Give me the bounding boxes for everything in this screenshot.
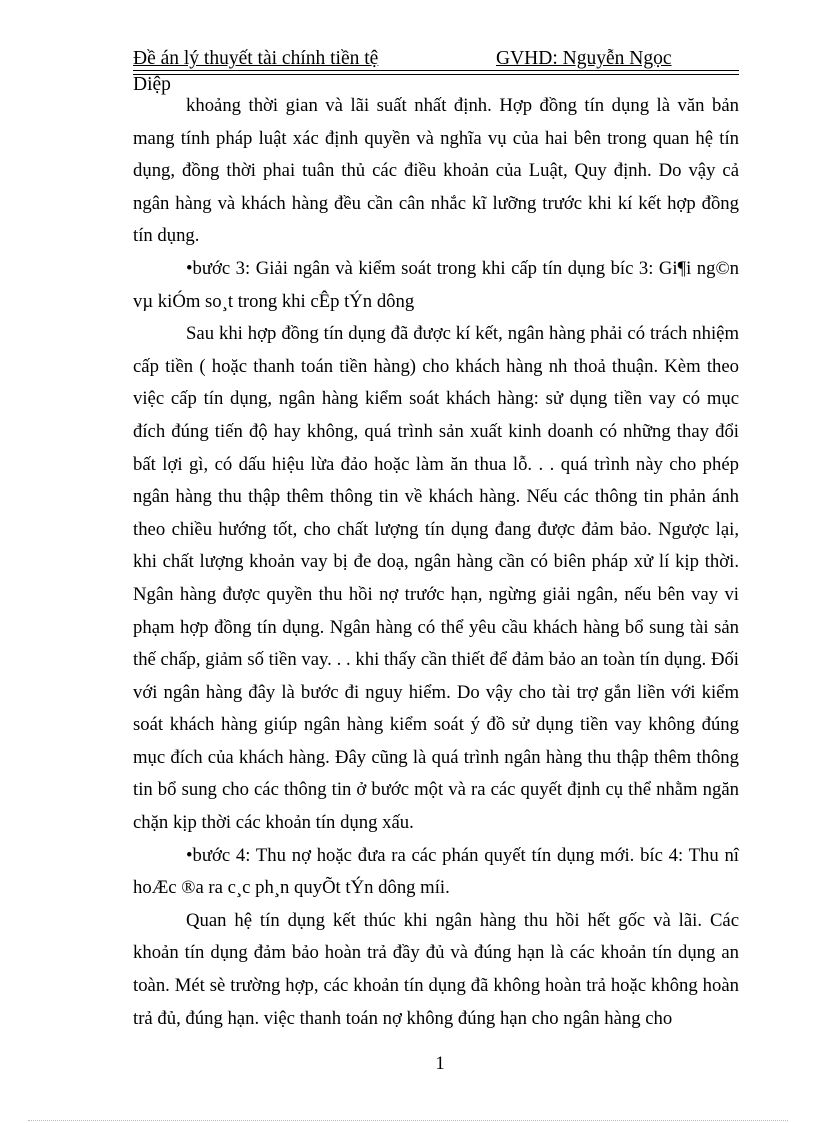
step-4-heading: •bước 4: Thu nợ hoặc đưa ra các phán quyết tín dụng mới. bíc 4: Thu nî hoÆc ®a ra c¸c ph¸n quyÕt tÝn dông míi. bbox=[133, 844, 739, 899]
page-bottom-border bbox=[28, 1120, 788, 1121]
page-number: 1 bbox=[435, 1053, 445, 1074]
header-rule-top bbox=[133, 70, 739, 71]
body-text bbox=[133, 90, 739, 1035]
paragraph: Quan hệ tín dụng kết thúc khi ngân hàng thu hồi hết gốc và lãi. Các khoản tín dụng đảm bảo hoàn trả đầy đủ và đúng hạn là các khoản tín dụng an toàn. Mét sè trường hợp, các khoản tín dụng đã không hoàn trả hoặc không hoàn trả đủ, đúng hạn. việc thanh toán nợ không đúng hạn cho ngân hàng cho bbox=[133, 909, 739, 1029]
supervisor-label: GVHD: Nguyễn Ngọc bbox=[496, 48, 672, 69]
document-title: Đề án lý thuyết tài chính tiền tệ bbox=[133, 48, 379, 69]
paragraph-continuation: khoảng thời gian và lãi suất nhất định. Hợp đồng tín dụng là văn bản mang tính pháp luật xác định quyền và nghĩa vụ của hai bên trong quan hệ tín dụng, đồng thời phai tuân thủ các điều khoản của Luật, Quy định. Do vậy cả ngân hàng và khách hàng đều cần cân nhắc kĩ lưỡng trước khi kí kết hợp đồng tín dụng. bbox=[133, 95, 739, 247]
header-line bbox=[133, 48, 739, 70]
header-rule-bottom bbox=[133, 74, 739, 75]
step-3-heading: •bước 3: Giải ngân và kiểm soát trong khi cấp tín dụng bíc 3: Gi¶i ng©n vµ kiÓm so¸t trong khi cÊp tÝn dông bbox=[133, 257, 739, 312]
paragraph: Sau khi hợp đồng tín dụng đã được kí kết, ngân hàng phải có trách nhiệm cấp tiền ( hoặc thanh toán tiền hàng) cho khách hàng nh thoả thuận. Kèm theo việc cấp tín dụng, ngân hàng kiểm soát khách hàng: sử dụng tiền vay có mục đích đúng tiến độ hay không, quá trình sản xuất kinh doanh có những thay đổi bất lợi gì, có dấu hiệu lừa đảo hoặc làm ăn thua lỗ. . . quá trình này cho phép ngân hàng thu thập thêm thông tin về khách hàng. Nếu các thông tin phản ánh theo chiều hướng tốt, cho chất lượng tín dụng đang được đảm bảo. Ngược lại, khi chất lượng khoản vay bị đe doạ, ngân hàng cần có biên pháp xử lí kịp thời. Ngân hàng được quyền thu hồi nợ trước hạn, ngừng giải ngân, nếu bên vay vi phạm hợp đồng tín dụng. Ngân hàng có thể yêu cầu khách hàng bổ sung tài sản thế chấp, giảm số tiền vay. . . khi thấy cần thiết để đảm bảo an toàn tín dụng. Đối với ngân hàng đây là bước đi nguy hiểm. Do vậy cho tài trợ gắn liền với kiểm soát khách hàng giúp ngân hàng kiểm soát ý đồ sử dụng tiền vay không đúng mục đích của khách hàng. Đây cũng là quá trình ngân hàng thu thập thêm thông tin bổ sung cho các thông tin ở bước một và ra các quyết định cụ thể nhằm ngăn chặn kịp thời các khoản tín dụng xấu. bbox=[133, 323, 739, 834]
supervisor-name-continued: Diệp bbox=[133, 74, 171, 95]
page-header bbox=[133, 48, 739, 70]
